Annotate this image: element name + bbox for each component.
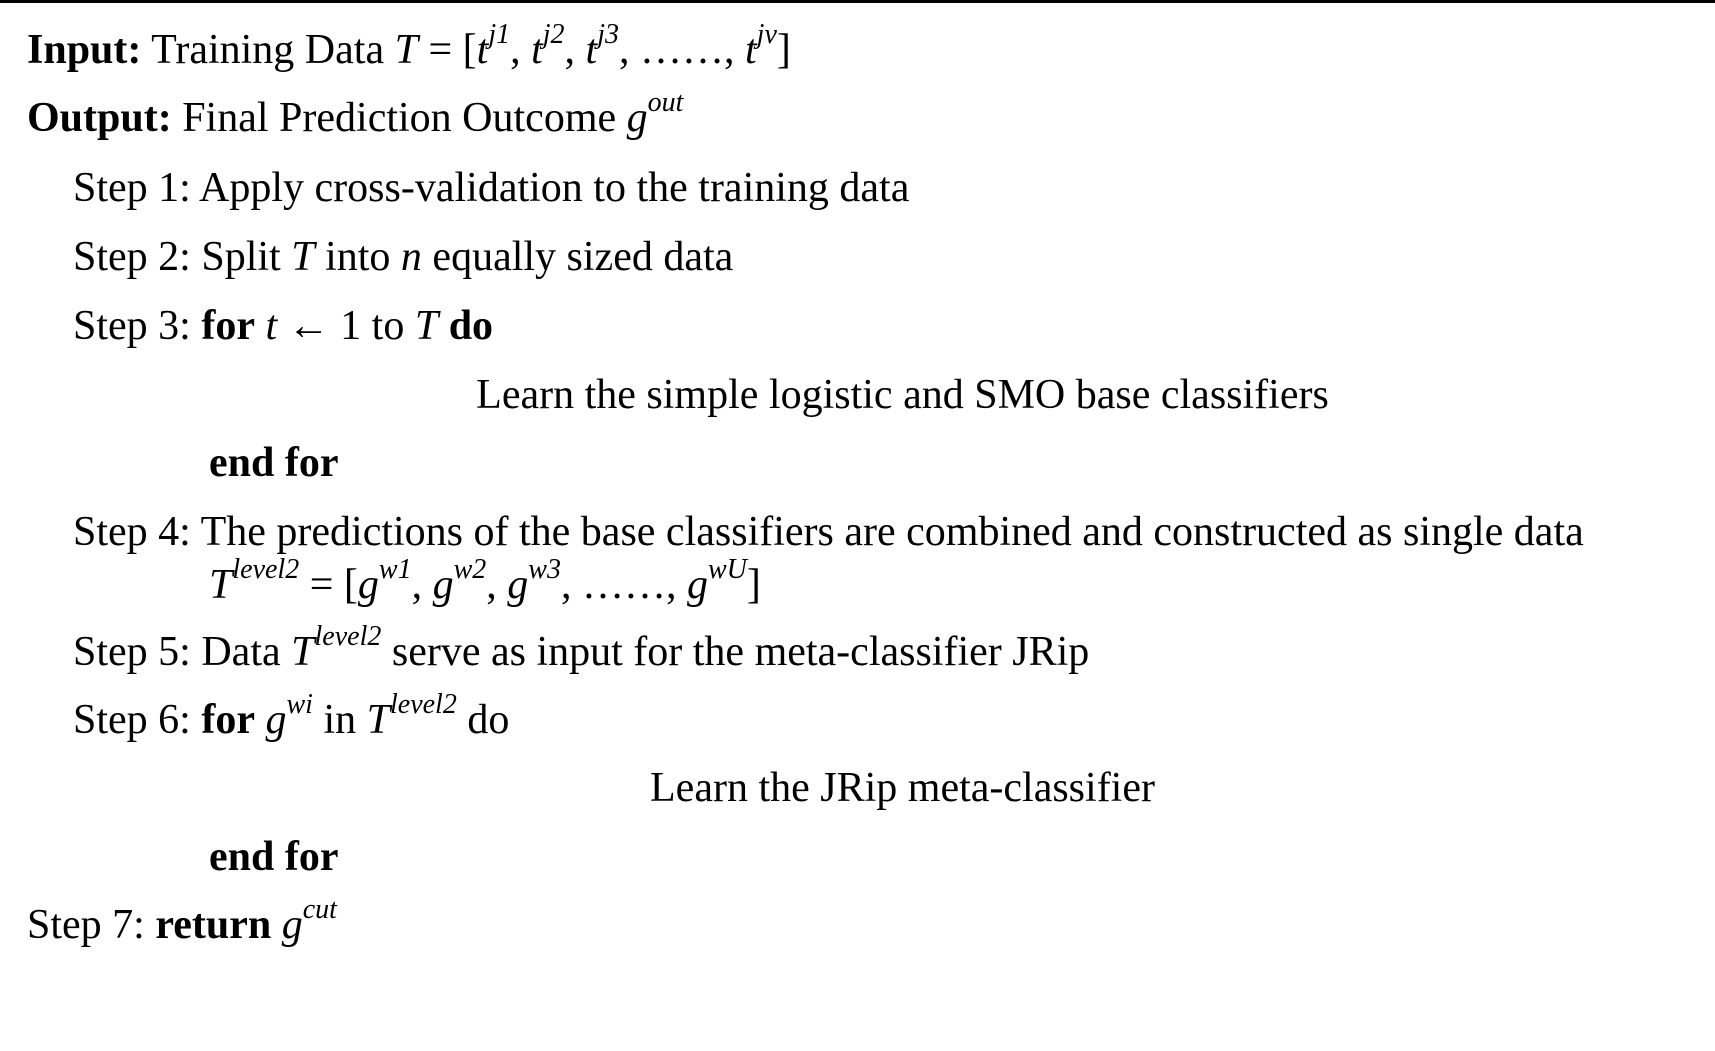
input-last-base: t [745,27,757,73]
step-1-text: Apply cross-validation to the training data [199,165,910,211]
input-line: Input: Training Data $T = [t^{j1}$, $t^{j2}$, $t^{j3}$, ……, $t^{jv}$] [27,19,791,73]
step-5-post: serve as input for the meta-classifier JRip [391,629,1090,675]
input-var: T [394,27,418,73]
output-sup: out [647,87,684,118]
input-eq: = [ [428,27,477,73]
input-label: Input: [27,27,142,73]
step-3-mid: 1 to [340,303,405,349]
step-2-mid: into [325,234,391,280]
step-2-label: Step 2: [73,234,191,280]
step-3-var2: T [414,303,439,349]
input-item-1-sup: j1 [488,19,511,50]
step-5-label: Step 5: [73,629,191,675]
step-4-item-2-sup: w2 [453,554,487,585]
step-4-var-sup: level2 [232,554,300,585]
step-4 [73,507,1584,557]
step-1 [73,163,909,213]
step-4-last-sup: wU [707,554,747,585]
input-close: ] [776,27,791,73]
step-4-item-2-base: g [432,562,454,608]
step-5 [73,621,1090,677]
top-rule [0,0,1715,3]
step-7-return: return [155,902,272,948]
input-ellipsis: ……, [640,27,735,73]
step-4-item-1-base: g [357,562,379,608]
step-6-body: Learn the JRip meta-classifier [650,765,1155,811]
input-item-3-base: t [585,27,598,73]
output-text: Final Prediction Outcome [182,95,617,141]
step-4-formula: $T^{level2} = [g^{w1}$, $g^{w2}$, $g^{w3}$, ……, $g^{wU}$] [209,554,761,608]
output-line [27,87,684,143]
input-item-3-sup: j3 [597,19,619,50]
input-text: Training Data [151,27,385,73]
step-3-body: Learn the simple logistic and SMO base classifiers [476,372,1329,418]
input-item-2-sup: j2 [542,19,565,50]
step-4-item-3-sup: w3 [528,554,561,585]
input-item-2-base: t [531,27,543,73]
step-4-item-1-sup: w1 [378,554,412,585]
step-2 [73,232,733,282]
step-5-pre: Data [201,629,281,675]
step-6-post: do [467,697,510,743]
step-7 [27,894,337,950]
step-3-label: Step 3: [73,303,191,349]
input-item-1-base: t [476,27,489,73]
step-4-close: ] [746,562,761,608]
step-7-var: g [281,902,303,948]
step-2-var1: T [291,234,315,280]
step-4-last-base: g [686,562,708,608]
step-4-eq: = [ [309,562,358,608]
step-2-var2: n [400,234,422,280]
output-label: Output: [27,95,172,141]
step-6-var2: T [366,697,390,743]
step-7-label: Step 7: [27,902,145,948]
step-4-label: Step 4: [73,509,191,555]
step-6-label: Step 6: [73,697,191,743]
step-4-item-3-base: g [507,562,529,608]
step-4-ellipsis: ……, [581,562,677,608]
step-7-sup: cut [302,894,337,925]
step-1-label: Step 1: [73,165,191,211]
step-4-text: The predictions of the base classifiers are combined and constructed as single data [200,509,1584,555]
step-4-var: T [209,562,233,608]
step-3 [73,301,493,351]
step-6-var2-sup: level2 [389,689,457,720]
step-5-var-sup: level2 [314,621,382,652]
step-5-var: T [291,629,315,675]
step-3-arrow: ← [287,303,330,349]
step-6-var-sup: wi [286,689,313,720]
step-3-var: t [265,303,278,349]
step-6 [73,689,510,745]
step-6-for: for [201,697,255,743]
step-2-post: equally sized data [432,234,734,280]
step-6-mid: in [323,697,357,743]
end-for-2: end for [209,834,339,880]
step-3-for: for [201,303,255,349]
step-6-var: g [265,697,287,743]
input-last-sup: jv [756,19,777,50]
end-for-1: end for [209,440,339,486]
output-var: g [626,95,648,141]
step-3-do: do [448,303,494,349]
step-2-pre: Split [201,234,281,280]
